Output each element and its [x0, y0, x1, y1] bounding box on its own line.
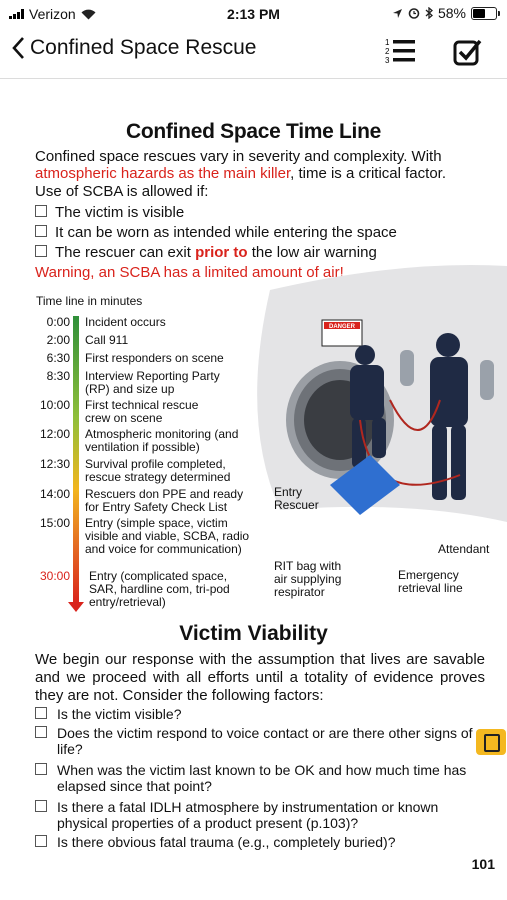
attendant-label: Attendant: [438, 542, 490, 556]
timeline-time: 8:30: [46, 369, 70, 383]
svg-text:1: 1: [385, 38, 390, 47]
bookmark-button[interactable]: [476, 729, 506, 755]
timeline-heading: Time line in minutes: [36, 294, 143, 308]
condition-text: It can be worn as intended while entering the space: [55, 224, 397, 241]
factor-text: Does the victim respond to voice contact or are there other signs of life?: [57, 725, 473, 757]
viability-intro: We begin our response with the assumption that lives are savable and we proceed with all efforts until a totality of evidence proves they are not. Consider the following factors:: [35, 651, 485, 704]
condition-text: The victim is visible: [55, 204, 185, 221]
timeline-event: First technical rescue crew on scene: [85, 398, 199, 425]
intro-line-2: [35, 165, 485, 182]
chevron-left-icon: [12, 36, 26, 60]
factor-item: [35, 706, 485, 722]
factor-text: Is the victim visible?: [57, 706, 182, 722]
checkbox-icon: [35, 225, 47, 237]
viability-title: Victim Viability: [179, 622, 328, 645]
page-number: 101: [471, 856, 495, 872]
intro-line-1: [35, 148, 485, 165]
condition-item: [35, 204, 485, 221]
factor-item: [35, 834, 485, 850]
emergency-line-label: Emergency retrieval line: [398, 568, 463, 595]
warning-text: Warning, an SCBA has a limited amount of air!: [35, 264, 344, 281]
timeline-time: 6:30: [46, 351, 70, 365]
timeline-bar: [73, 316, 79, 605]
checkbox-icon: [35, 835, 47, 847]
checkbox-checked-icon: [453, 38, 483, 66]
checkbox-icon: [35, 707, 47, 719]
status-time: 2:13 PM: [227, 6, 280, 22]
bluetooth-icon: [425, 7, 433, 19]
timeline-event: Interview Reporting Party (RP) and size up: [85, 369, 220, 396]
doc-title: Confined Space Time Line: [126, 120, 381, 143]
intro-hazard-text: atmospheric hazards as the main killer: [35, 165, 291, 182]
battery-percent: 58%: [437, 5, 466, 21]
checkbox-icon: [35, 800, 47, 812]
condition-item: [35, 224, 485, 241]
factor-item: [35, 725, 485, 757]
battery-icon: [471, 7, 497, 20]
timeline-event: Call 911: [85, 333, 129, 347]
condition-text: the low air warning: [247, 244, 377, 261]
status-right: [392, 5, 497, 21]
danger-sign-label: DANGER: [328, 324, 356, 330]
timeline-time: 12:30: [39, 457, 70, 471]
location-icon: [392, 8, 403, 19]
factor-text: Is there a fatal IDLH atmosphere by instrumentation or known physical properties of a product present (p.103)?: [57, 799, 439, 831]
intro-text-1: Confined space rescues vary in severity and complexity. With: [35, 148, 442, 165]
carrier-label: Verizon: [29, 6, 76, 22]
timeline-event: Survival profile completed, rescue strategy determined: [85, 457, 231, 484]
factor-text: Is there obvious fatal trauma (e.g., completely buried)?: [57, 834, 396, 850]
timeline-time: 14:00: [39, 487, 70, 501]
timeline-event: Entry (complicated space, SAR, hardline com, tri-pod entry/retrieval): [89, 569, 230, 609]
nav-title: Confined Space Rescue: [30, 36, 257, 59]
timeline-event: Entry (simple space, victim visible and viable, SCBA, radio and voice for communication): [85, 516, 250, 556]
checklist-button[interactable]: [453, 38, 483, 71]
timeline-time: 0:00: [46, 315, 70, 329]
timeline-time: 12:00: [39, 427, 70, 441]
timeline-event: Rescuers don PPE and ready for Entry Safety Check List: [85, 487, 244, 514]
numbered-list-icon: [384, 36, 418, 66]
condition-item: [35, 244, 485, 261]
timeline-time: 10:00: [39, 398, 70, 412]
battery-level: [473, 9, 485, 18]
timeline-arrow-icon: [68, 602, 84, 612]
timeline-time: 30:00: [39, 569, 70, 583]
intro-text-2: , time is a critical factor.: [290, 165, 446, 182]
numbered-list-button[interactable]: [384, 36, 418, 71]
alarm-icon: [408, 7, 420, 19]
condition-emphasis: prior to: [195, 244, 248, 261]
timeline-time: 15:00: [39, 516, 70, 530]
timeline-time: 2:00: [46, 333, 70, 347]
checkbox-icon: [35, 763, 47, 775]
factor-item: [35, 799, 485, 831]
timeline-event: First responders on scene: [85, 351, 224, 365]
rit-bag-label: RIT bag with air supplying respirator: [274, 559, 342, 599]
nav-bar: [0, 26, 507, 79]
entry-rescuer-label: Entry Rescuer: [274, 485, 319, 512]
factor-text: When was the victim last known to be OK and how much time has elapsed since that point?: [57, 762, 467, 794]
svg-text:2: 2: [385, 47, 390, 56]
condition-text: The rescuer can exit: [55, 244, 196, 261]
bookmark-icon: [484, 734, 500, 752]
back-button[interactable]: [12, 36, 256, 60]
status-bar: [0, 0, 507, 26]
timeline-event: Incident occurs: [85, 315, 166, 329]
timeline-event: Atmospheric monitoring (and ventilation if possible): [85, 427, 239, 454]
checkbox-icon: [35, 245, 47, 257]
checkbox-icon: [35, 205, 47, 217]
svg-text:3: 3: [385, 56, 390, 65]
intro-line-3: Use of SCBA is allowed if:: [35, 183, 209, 200]
factor-item: [35, 762, 485, 794]
checkbox-icon: [35, 726, 47, 738]
